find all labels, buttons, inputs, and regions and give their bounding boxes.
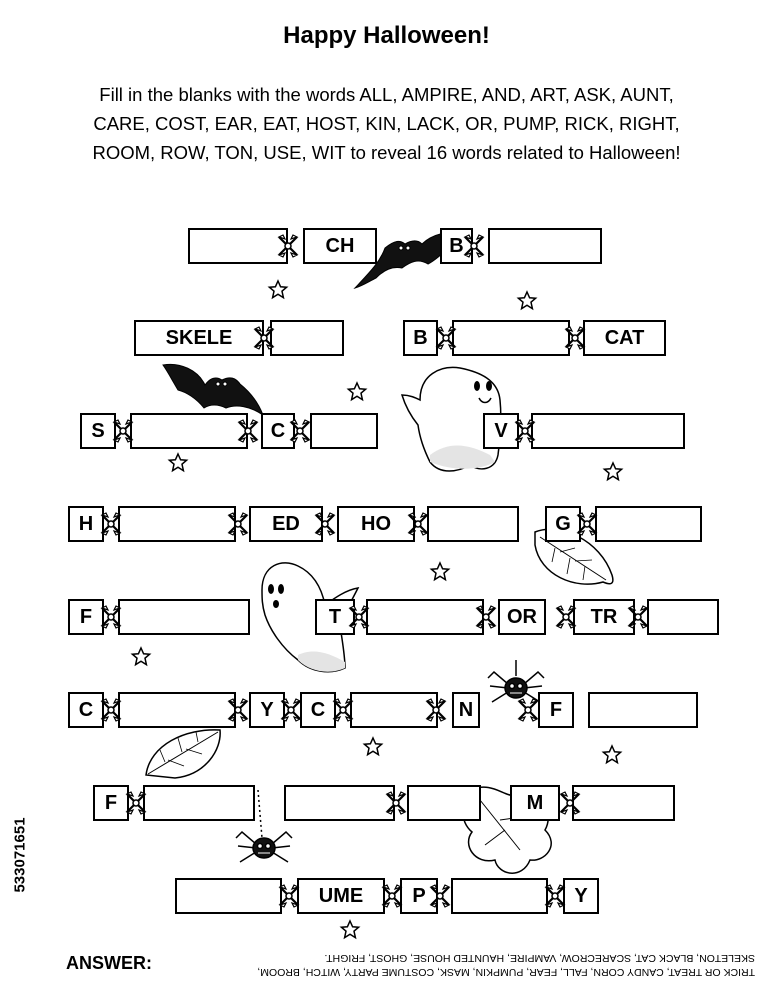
connector-icon [382,789,410,817]
connector-icon [561,324,589,352]
star-icon [348,383,365,400]
connector-icon [345,603,373,631]
star-icon [341,921,358,938]
connector-icon [472,603,500,631]
bat-icon [163,364,263,415]
word-box: HO [337,506,415,542]
word-box: TR [573,599,635,635]
instructions: Fill in the blanks with the words ALL, AMPIRE, AND, ART, ASK, AUNT, CARE, COST, EAR, EAT, HOST, KIN, LACK, OR, PUMP, RICK, RIGHT, ROOM, ROW, TON, USE, WIT to reveal 16 words related to Halloween! [92,84,681,163]
word-box [647,599,719,635]
word-box [175,878,282,914]
star-icon [518,292,535,309]
word-box: CAT [583,320,666,356]
word-box: C [68,692,104,728]
connector-icon [234,417,262,445]
answer-label: ANSWER: [66,953,152,973]
connector-icon [329,696,357,724]
word-box [270,320,344,356]
word-box [572,785,675,821]
star-icon [169,454,186,471]
word-box: SKELE [134,320,264,356]
connector-icon [404,510,432,538]
word-box [451,878,548,914]
word-box [118,692,236,728]
connector-icon [624,603,652,631]
word-box: F [538,692,574,728]
word-box: P [400,878,438,914]
word-box: Y [563,878,599,914]
star-icon [603,746,620,763]
connector-icon [122,789,150,817]
word-box: C [300,692,336,728]
word-box: T [315,599,355,635]
word-box [310,413,378,449]
connector-icon [311,510,339,538]
connector-icon [275,882,303,910]
word-box [143,785,255,821]
star-icon [431,563,448,580]
star-icon [269,281,286,298]
word-box: G [545,506,581,542]
word-box [284,785,395,821]
connector-icon [97,510,125,538]
connector-icon [224,696,252,724]
word-box: M [510,785,560,821]
connector-icon [277,696,305,724]
word-box: UME [297,878,385,914]
connector-icon [97,603,125,631]
connector-icon [286,417,314,445]
word-box: B [440,228,473,264]
connector-icon [552,603,580,631]
word-box [407,785,481,821]
word-box: S [80,413,116,449]
stock-id: 533071651 [11,817,29,893]
connector-icon [511,417,539,445]
word-box: F [93,785,129,821]
word-box [366,599,484,635]
connector-icon [541,882,569,910]
connector-icon [109,417,137,445]
connector-icon [432,324,460,352]
word-box [118,506,236,542]
answer-key: TRICK OR TREAT, CANDY CORN, FALL, FEAR, PUMPKIN, MASK, COSTUME PARTY, WITCH, BROOM, SKELETON, BLACK CAT, SCARECROW, VAMPIRE, HAUNTED HOUSE, GHOST, FRIGHT. [257,952,755,978]
word-box [595,506,702,542]
connector-icon [556,789,584,817]
star-icon [364,738,381,755]
word-box: Y [249,692,285,728]
word-box [488,228,602,264]
word-box [588,692,698,728]
word-box [130,413,248,449]
page-title: Happy Halloween! [283,22,490,49]
connector-icon [422,696,450,724]
word-box: C [261,413,295,449]
connector-icon [97,696,125,724]
word-box: F [68,599,104,635]
connector-icon [250,324,278,352]
word-box [188,228,288,264]
word-box: CH [303,228,377,264]
connector-icon [573,510,601,538]
leaf-icon [146,730,220,778]
word-box: H [68,506,104,542]
connector-icon [426,882,454,910]
word-box [531,413,685,449]
connector-icon [274,232,302,260]
word-box [452,320,570,356]
connector-icon [224,510,252,538]
word-box [427,506,519,542]
connector-icon [460,232,488,260]
word-box: N [452,692,480,728]
star-icon [132,648,149,665]
word-box: B [403,320,438,356]
word-box [118,599,250,635]
connector-icon [514,696,542,724]
word-box: V [483,413,519,449]
connector-icon [378,882,406,910]
word-box: OR [498,599,546,635]
star-icon [604,463,621,480]
word-box: ED [249,506,323,542]
